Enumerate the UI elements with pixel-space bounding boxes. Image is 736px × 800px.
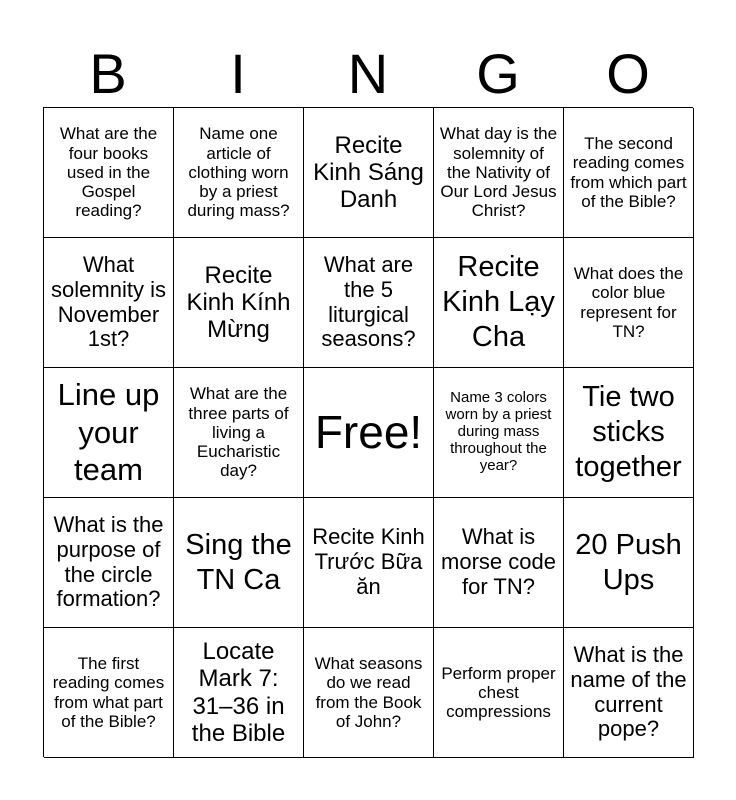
bingo-cell-r4c3[interactable]: Recite Kinh Trước Bữa ăn [304, 498, 434, 628]
bingo-cell-r3c5[interactable]: Tie two sticks together [564, 368, 694, 498]
bingo-cell-r5c4[interactable]: Perform proper chest compressions [434, 628, 564, 758]
bingo-cell-r1c1[interactable]: What are the four books used in the Gospel reading? [44, 108, 174, 238]
bingo-cell-free[interactable]: Free! [304, 368, 434, 498]
bingo-cell-r2c3[interactable]: What are the 5 liturgical seasons? [304, 238, 434, 368]
bingo-cell-r1c2[interactable]: Name one article of clothing worn by a priest during mass? [174, 108, 304, 238]
bingo-cell-r4c2[interactable]: Sing the TN Ca [174, 498, 304, 628]
bingo-cell-r4c4[interactable]: What is morse code for TN? [434, 498, 564, 628]
bingo-cell-r3c4[interactable]: Name 3 colors worn by a priest during mass throughout the year? [434, 368, 564, 498]
bingo-cell-r2c5[interactable]: What does the color blue represent for TN? [564, 238, 694, 368]
header-letter-i: I [230, 42, 246, 105]
bingo-cell-r1c3[interactable]: Recite Kinh Sáng Danh [304, 108, 434, 238]
bingo-cell-r5c5[interactable]: What is the name of the current pope? [564, 628, 694, 758]
header-letter-b: B [89, 42, 127, 105]
header-letter-g: G [476, 42, 520, 105]
bingo-cell-r4c1[interactable]: What is the purpose of the circle formation? [44, 498, 174, 628]
bingo-cell-r5c2[interactable]: Locate Mark 7: 31–36 in the Bible [174, 628, 304, 758]
bingo-cell-r1c5[interactable]: The second reading comes from which part of the Bible? [564, 108, 694, 238]
bingo-cell-r4c5[interactable]: 20 Push Ups [564, 498, 694, 628]
bingo-cell-r5c1[interactable]: The first reading comes from what part of the Bible? [44, 628, 174, 758]
bingo-cell-r2c2[interactable]: Recite Kinh Kính Mừng [174, 238, 304, 368]
bingo-cell-r1c4[interactable]: What day is the solemnity of the Nativity of Our Lord Jesus Christ? [434, 108, 564, 238]
bingo-header [43, 40, 693, 108]
bingo-cell-r2c4[interactable]: Recite Kinh Lạy Cha [434, 238, 564, 368]
bingo-cell-r5c3[interactable]: What seasons do we read from the Book of John? [304, 628, 434, 758]
header-letter-n: N [347, 42, 389, 105]
bingo-cell-r3c2[interactable]: What are the three parts of living a Eucharistic day? [174, 368, 304, 498]
bingo-cell-r2c1[interactable]: What solemnity is November 1st? [44, 238, 174, 368]
bingo-cell-r3c1[interactable]: Line up your team [44, 368, 174, 498]
header-letter-o: O [606, 42, 650, 105]
bingo-board [43, 107, 693, 757]
